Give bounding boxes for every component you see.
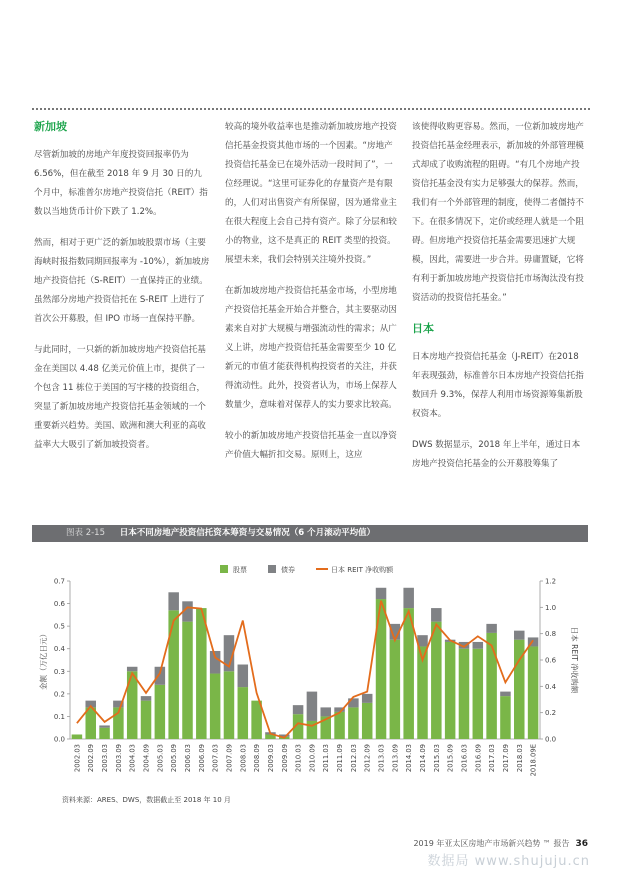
x-tick-label: 2015.09 — [446, 744, 455, 773]
bar-bonds — [473, 642, 484, 649]
bar-bonds — [362, 694, 373, 703]
x-tick-label: 2003.03 — [101, 744, 110, 773]
x-tick-label: 2017.03 — [488, 744, 497, 773]
x-tick-label: 2003.09 — [114, 744, 123, 773]
bar-stocks — [182, 622, 193, 739]
x-tick-label: 2008.09 — [253, 744, 262, 773]
y-left-tick-label: 0.2 — [53, 690, 65, 699]
paragraph: 与此同时，一只新的新加坡房地产投资信托基金在美国以 4.48 亿美元价值上市，提供了一个包含 11 栋位于美国的写字楼的投资组合，突显了新加坡房地产投资信托基金领域的一个重要新兴趋势。美国、欧洲和澳大利亚的高收益率大大吸引了新加坡投资者。 — [34, 345, 206, 450]
x-tick-label: 2010.09 — [308, 744, 317, 773]
chart-container — [32, 545, 588, 790]
bar-bonds — [155, 667, 166, 685]
paragraph: 较高的境外收益率也是推动新加坡房地产投资信托基金投资其他市场的一个因素。“房地产投资信托基金已在境外活动一段时间了”，一位经理说。“这里可证券化的存量资产是有限的，人们对出售资产有所保留，因为通常业主在很大程度上会自己持有资产。除了分层和较小的物业，这不是真正的 REIT 类型的投资。展望未来，我们会特别关注境外投资。” — [225, 122, 397, 265]
column-3 — [412, 118, 588, 486]
paragraph: 尽管新加坡的房地产年度投资回报率仍为6.56%，但在截至 2018 年 9 月 30 日的九个月中，标准普尔房地产投资信托（REIT）指数以当地货币计价下跌了 1.2%。 — [34, 150, 208, 217]
x-tick-label: 2008.03 — [239, 744, 248, 773]
x-tick-label: 2016.03 — [460, 744, 469, 773]
x-tick-label: 2012.09 — [363, 744, 372, 773]
x-tick-label: 2015.03 — [432, 744, 441, 773]
x-tick-label: 2012.03 — [349, 744, 358, 773]
y-right-tick-label: 0.0 — [545, 735, 557, 744]
x-tick-label: 2017.09 — [501, 744, 510, 773]
legend-swatch — [220, 565, 228, 573]
x-tick-label: 2002.03 — [73, 744, 82, 773]
bar-bonds — [307, 692, 318, 721]
page-footer — [413, 838, 588, 849]
bar-stocks — [362, 703, 373, 739]
bar-bonds — [99, 725, 110, 727]
y-right-tick-label: 1.2 — [545, 577, 557, 586]
paragraph: 在新加坡房地产投资信托基金市场，小型房地产投资信托基金开始合并整合，其主要驱动因素来自对扩大规模与增强流动性的需求；从广义上讲，房地产投资信托基金需要至少 10 亿新元的市值才能获得机构投资者的关注，并获得流动性。此外，投资者认为，市场上保荐人数量少，意味着对保荐人的实力要求比较高。 — [225, 286, 397, 410]
bar-bonds — [376, 588, 387, 599]
x-tick-label: 2007.03 — [211, 744, 220, 773]
bar-stocks — [238, 687, 249, 739]
bar-stocks — [348, 707, 359, 739]
section-heading-japan: 日本 — [412, 322, 434, 335]
bar-bonds — [500, 692, 511, 697]
x-tick-label: 2011.03 — [322, 744, 331, 773]
bar-bonds — [168, 592, 179, 610]
watermark: 数据局 www.shujuju.cn — [427, 854, 590, 869]
bar-stocks — [459, 649, 470, 739]
y-right-tick-label: 0.4 — [545, 682, 557, 691]
x-tick-label: 2018.03 — [515, 744, 524, 773]
y-left-tick-label: 0.7 — [53, 577, 65, 586]
y-right-tick-label: 0.8 — [545, 630, 557, 639]
y-left-tick-label: 0.5 — [53, 622, 65, 631]
bar-stocks — [445, 642, 456, 739]
x-tick-label: 2013.03 — [377, 744, 386, 773]
bar-stocks — [403, 608, 414, 739]
x-tick-label: 2011.09 — [336, 744, 345, 773]
bar-stocks — [141, 701, 152, 739]
footer-text: 2019 年亚太区房地产市场新兴趋势 ™ 报告 — [413, 839, 570, 848]
y-left-tick-label: 0.6 — [53, 600, 65, 609]
x-tick-label: 2005.09 — [170, 744, 179, 773]
legend-label: 债券 — [281, 566, 295, 574]
bar-bonds — [293, 705, 304, 714]
bar-stocks — [431, 622, 442, 739]
x-tick-label: 2004.03 — [128, 744, 137, 773]
y-axis-left-title: 金额（万亿日元） — [39, 630, 48, 690]
x-tick-label: 2018.09E — [529, 744, 538, 777]
y-left-tick-label: 0.3 — [53, 667, 65, 676]
figure-source: 资料来源：ARES、DWS，数据截止至 2018 年 10 月 — [62, 796, 231, 804]
column-2 — [225, 118, 401, 477]
chart-svg — [32, 545, 588, 790]
x-tick-label: 2005.03 — [156, 744, 165, 773]
column-1 — [34, 118, 210, 467]
x-tick-label: 2006.03 — [184, 744, 192, 773]
figure-title-bar — [32, 525, 588, 542]
legend-label: 日本 REIT 净收购额 — [331, 566, 394, 574]
paragraph: 该使得收购更容易。然而，一位新加坡房地产投资信托基金经理表示，新加坡的外部管理模式却成了收购流程的阻碍。“有几个房地产投资信托基金没有实力足够强大的保荐。然而，我们有一个外部管理的制度，使得二者僵持不下。在很多情况下，定价或经理人就是一个阻碍。但房地产投资信托基金需要迅速扩大规模，因此，需要进一步合并。毋庸置疑，它将有利于新加坡房地产投资信托市场淘汰没有投资活动的投资信托基金。” — [412, 122, 584, 303]
top-divider — [32, 108, 590, 110]
bar-stocks — [486, 633, 497, 739]
bar-bonds — [514, 631, 525, 640]
y-right-tick-label: 1.0 — [545, 603, 557, 612]
paragraph: 然而，相对于更广泛的新加坡股票市场（主要海峡时报指数同期回报率为 -10%），新加坡房地产投资信托（S-REIT）一直保持正的业绩。虽然部分房地产投资信托在 S-REIT 上进行了首次公开募股，但 IPO 市场一直保持平静。 — [34, 238, 210, 324]
bar-bonds — [320, 707, 331, 716]
bar-stocks — [72, 734, 83, 739]
bar-stocks — [390, 640, 401, 739]
page-number: 36 — [575, 839, 588, 849]
bar-bonds — [403, 588, 414, 608]
y-axis-right-title: 日本 REIT 净收购额 — [570, 626, 579, 694]
x-tick-label: 2002.09 — [87, 744, 96, 773]
figure-title: 日本不同房地产投资信托资本筹资与交易情况（6 个月滚动平均值） — [119, 528, 376, 538]
bar-stocks — [168, 610, 179, 739]
section-heading-singapore: 新加坡 — [34, 120, 67, 133]
bar-stocks — [85, 707, 96, 739]
bar-bonds — [486, 624, 497, 633]
x-tick-label: 2010.03 — [294, 744, 303, 773]
bar-stocks — [210, 674, 221, 739]
bar-stocks — [473, 649, 484, 739]
y-left-tick-label: 0.1 — [53, 712, 65, 721]
y-left-tick-label: 0.4 — [53, 645, 65, 654]
paragraph: 日本房地产投资信托基金（J-REIT）在2018 年表现强劲，标准普尔日本房地产投资信托指数回升 9.3%，保荐人利用市场资源筹集新股权资本。 — [412, 352, 584, 419]
x-tick-label: 2016.09 — [474, 744, 483, 773]
bar-bonds — [127, 667, 138, 672]
x-tick-label: 2014.03 — [405, 744, 414, 773]
x-tick-label: 2006.09 — [197, 744, 206, 773]
paragraph: 较小的新加坡房地产投资信托基金一直以净资产价值大幅折扣交易。原则上，这应 — [225, 431, 397, 460]
bar-bonds — [431, 608, 442, 622]
x-tick-label: 2007.09 — [225, 744, 234, 773]
figure-label: 图表 2-15 — [66, 528, 105, 538]
bar-stocks — [224, 671, 235, 739]
bar-bonds — [141, 696, 152, 701]
y-right-tick-label: 0.2 — [545, 709, 557, 718]
x-tick-label: 2014.09 — [419, 744, 427, 773]
bar-stocks — [196, 608, 207, 739]
y-left-tick-label: 0.0 — [53, 735, 65, 744]
paragraph: DWS 数据显示，2018 年上半年，通过日本房地产投资信托基金的公开募股筹集了 — [412, 440, 581, 469]
x-tick-label: 2004.09 — [142, 744, 151, 773]
bar-stocks — [500, 696, 511, 739]
bar-bonds — [238, 665, 249, 688]
bar-stocks — [334, 712, 345, 739]
x-tick-label: 2013.09 — [391, 744, 400, 773]
x-tick-label: 2009.03 — [266, 744, 275, 773]
legend-label: 股票 — [233, 566, 247, 574]
y-right-tick-label: 0.6 — [545, 656, 557, 665]
x-tick-label: 2009.09 — [280, 744, 289, 773]
bar-bonds — [348, 698, 359, 707]
bar-stocks — [155, 685, 166, 739]
bar-stocks — [99, 728, 110, 739]
legend-swatch — [268, 565, 276, 573]
bar-stocks — [528, 646, 539, 739]
